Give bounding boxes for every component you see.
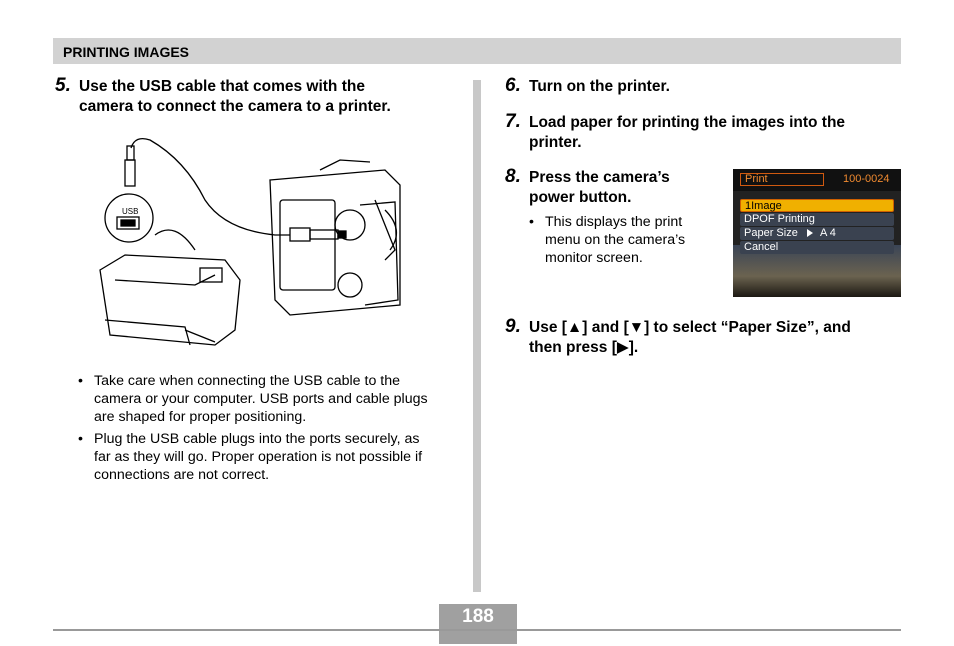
step-8-line2: power button.	[529, 189, 632, 206]
step-5-line2: camera to connect the camera to a printer.	[79, 98, 391, 115]
step-8-bullet-list	[529, 213, 719, 271]
bullet-plug-securely	[78, 430, 458, 484]
step-8-text	[529, 168, 670, 208]
step-5-line1: Use the USB cable that comes with the	[79, 78, 365, 95]
lcd-menu-item-cancel: Cancel	[740, 241, 894, 254]
lcd-folder-number: 100-0024	[843, 173, 890, 185]
step-9-line2: then press [▶].	[529, 339, 639, 356]
step-5-text	[79, 77, 391, 117]
left-bullet-list	[78, 372, 458, 488]
step-8-line1: Press the camera’s	[529, 169, 670, 186]
bullet-2-line-3: connections are not correct.	[94, 467, 270, 483]
lcd-menu-item-dpof: DPOF Printing	[740, 213, 894, 226]
column-divider	[473, 80, 481, 592]
lcd-menu-item-paper-size	[740, 227, 894, 240]
step-6-text: Turn on the printer.	[529, 78, 670, 95]
step-9-line1: Use [▲] and [▼] to select “Paper Size”, and	[529, 319, 851, 336]
page-number-tab	[439, 631, 517, 644]
step-7-line1: Load paper for printing the images into the	[529, 114, 846, 131]
camera-lcd-screenshot	[733, 169, 901, 297]
page-number: 188	[462, 606, 494, 627]
step8-bullet-line-3: monitor screen.	[545, 250, 643, 266]
bullet-2-line-2: far as they will go. Proper operation is not possible if	[94, 449, 423, 465]
step-7-number: 7.	[505, 111, 521, 132]
right-arrow-icon	[807, 229, 813, 237]
bullet-1-line-2: camera or your computer. USB ports and cable plugs	[94, 391, 428, 407]
header-bar	[53, 38, 901, 64]
printer-camera-drawing	[95, 130, 415, 360]
step-6-number: 6.	[505, 75, 521, 96]
step-9-text	[529, 318, 851, 358]
bullet-usb-care	[78, 372, 458, 426]
step8-bullet-line-1: • This displays the print	[545, 214, 683, 230]
section-title: PRINTING IMAGES	[63, 44, 190, 60]
bullet-1-line-1: • Take care when connecting the USB cable to the	[94, 373, 401, 389]
step8-bullet-line-2: menu on the camera’s	[545, 232, 686, 248]
paper-size-label: Paper Size	[744, 227, 798, 239]
step-8-number: 8.	[505, 166, 521, 187]
bullet-print-menu	[529, 213, 719, 267]
bullet-1-line-3: are shaped for proper positioning.	[94, 409, 307, 425]
bullet-2-line-1: • Plug the USB cable plugs into the ports securely, as	[94, 431, 420, 447]
step-7-text	[529, 113, 845, 153]
lcd-print-title: Print	[740, 173, 824, 186]
step-5-number: 5.	[55, 75, 71, 96]
step-9-number: 9.	[505, 316, 521, 337]
paper-size-value: A 4	[819, 227, 836, 239]
step-7-line2: printer.	[529, 134, 582, 151]
usb-connection-illustration	[95, 130, 415, 360]
usb-label: USB	[122, 207, 139, 216]
lcd-menu-item-1image: 1Image	[740, 199, 894, 212]
